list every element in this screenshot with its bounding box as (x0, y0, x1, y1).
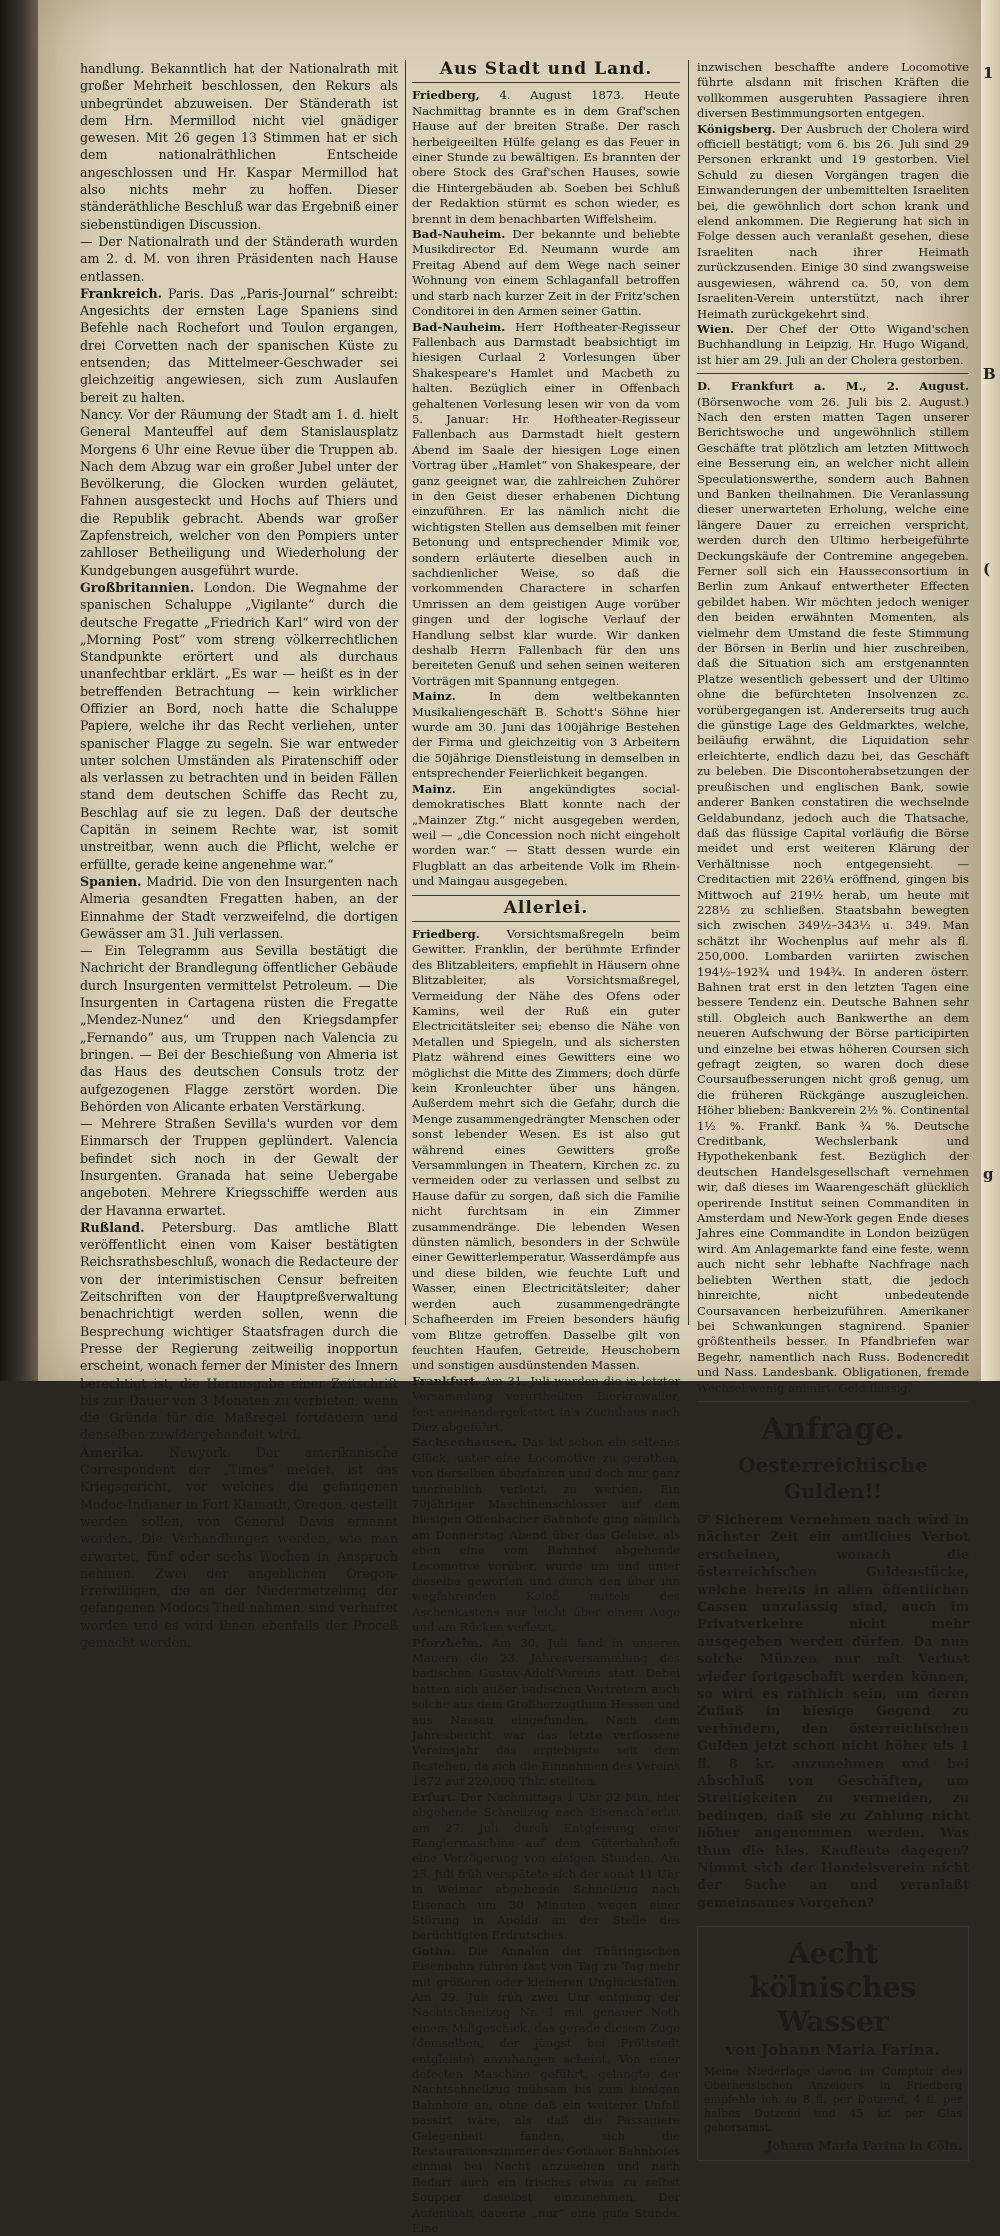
article-text: Vorsichtsmaßregeln beim Gewitter. Franklin, der berühmte Erfinder des Blitzableiters, empfiehlt in Häusern ohne Blitzableiter, als Vorsichtsmaßregel, Vermeidung der Nähe des Ofens oder Kamins, weil der Ruß ein guter Electricitätsleiter sei; ebenso die Nähe von Metallen und Spiegeln, und als sichersten Platz während eines Gewitters eine wo möglichst die Mitte des Zimmers; doch dürfe kein Kronleuchter über uns hängen. Außerdem mehrt sich die Gefahr, durch die Menge zusammengedrängter Menschen oder sonst lebender Wesen. Es ist also gut während eines Gewitters große Versammlungen in Theatern, Kirchen zc. zu vermeiden oder zu verlassen und selbst zu Hause dafür zu sorgen, daß sich die Familie nicht furchtsam in ein Zimmer zusammendränge. Die lebenden Wesen dünsten nämlich, besonders in der Schwüle einer Gewitterlemperatur, Wasserdämpfe aus und diese bilden, wie feuchte Luft und Wasser, einen Electricitätsleiter; daher werden auch zusammengedrängte Schafheerden im Freien besonders häufig vom Blitze getroffen. Dasselbe gilt von feuchten Haufen, Getreide, Heuschobern und sonstigen ausdünstenden Massen. (412, 926, 680, 1373)
article-text: Der Chef der Otto Wigand'schen Buchhandlung in Leipzig, Hr. Hugo Wigand, ist hier am 29. Juli an der Cholera gestorben. (697, 321, 969, 367)
column-divider-2 (688, 60, 689, 1325)
dateline: Sachsenhausen. (412, 1435, 517, 1450)
article-text: Der Ausbruch der Cholera wird officiell bestätigt; vom 6. bis 26. Juli sind 29 Personen erkrankt und 19 gestorben. Viel Schuld zu diesen Vorgängen tragen die Einwanderungen der unbemittelten Israeliten bei, die gewöhnlich dort schon krank und elend ankommen. Die Regierung hat sich in Folge dessen auch veranlaßt gesehen, diese Israeliten nach ihrer Heimath zurückzusenden. Einige 30 sind zwangsweise ausgewiesen, während ca. 50, von dem Israeliten-Verein unterstützt, nach ihrer Heimath zurückgekehrt sind. (697, 121, 970, 321)
edge-char-mid2: ( (983, 560, 991, 578)
article-text: Der Nachmittags 1 Uhr 32 Min. hier abgehende Schnellzug nach Eisenach erlitt am 27. Juli durch Entgleisung einer Rangiermaschine auf dem Güterbahnhofe eine Verzögerung von einigen Stunden. Am 25. Juli früh verspätete sich der sonst 11 Uhr in Weimar abgehende Schnellzug nach Eisenach um 30 Minuten wegen einer Störung in Apolda an der Stelle des berüchtigten Erdrutsches. (412, 1789, 680, 1943)
gotha-paragraph (412, 1944, 680, 2236)
koenigsberg-paragraph (697, 122, 969, 322)
russland-paragraph (80, 1219, 398, 1444)
section-title-allerlei: Allerlei. (503, 897, 589, 918)
anfrage-subheading: Oesterreichische Gulden!! (738, 1452, 928, 1503)
column-finance-ads (697, 60, 970, 2153)
grossbritannien-text: London. Die Wegnahme der spanischen Schaluppe „Vigilante“ durch die deutsche Fregatte „Friedrich Karl“ wird von der „Morning Post“ vom streng völkerrechtlichen Standpunkte erörtert und als durchaus unanfechtbar erklärt. „Es war — heißt es in der betreffenden Betrachtung — kein wirklicher Offizier an Bord, noch hatte die Schaluppe Papiere, welche ihr das Recht verliehen, unter spanischer Flagge zu segeln. Sie war entweder unter solchen Umständen als Piratenschiff oder als verlassen zu betrachten und in beiden Fällen stand dem deutschen Schiffe das Recht zu, Beschlag auf sie zu legen. Daß der deutsche Capitän in seinem Rechte war, ist somit unstreitbar, wenn auch die Pflicht, welche er erfüllte, gerade keine angenehme war.“ (80, 579, 398, 872)
anfrage-heading: Anfrage. (761, 1411, 905, 1447)
nauheim-paragraph-1 (412, 227, 680, 319)
edge-char-top: 1 (983, 64, 994, 82)
dateline: Bad-Nauheim. (412, 319, 506, 334)
boerse-dateline: D. Frankfurt a. M., 2. August. (697, 379, 969, 394)
farina-advertisement (697, 1926, 969, 2161)
grossbritannien-heading: Großbritannien. (80, 579, 195, 595)
anfrage-body (697, 1510, 969, 1912)
dateline: Gotha. (412, 1943, 455, 1958)
dateline: Friedberg. (412, 926, 480, 941)
sachsenhausen-paragraph (412, 1435, 680, 1635)
article-text: Am 30. Juli fand in unseren Mauern die 23. Jahresversammlung des badischen Gustav-Adolf-Vereins statt. Dabei hatten sich außer badischen Vertretern auch solche aus dem Großherzogthum Hessen und aus Nassau eingefunden. Nach dem Jahresbericht war das letzte verflossene Vereinsjahr das ergiebigste seit dem Bestehen, da sich die Einnahmen des Vereins 1872 auf 220,000 Thlr. stellten. (412, 1635, 680, 1789)
article-text: Ein angekündigtes social-demokratisches Blatt konnte nach der „Mainzer Ztg.“ nicht ausgegeben werden, weil — „die Concession noch nicht eingeholt worden war.“ — Statt dessen wurde ein Flugblatt an das arbeitende Volk im Rhein- und Maingau ausgegeben. (412, 781, 680, 889)
nauheim-paragraph-2 (412, 320, 680, 690)
column-local-news (412, 59, 680, 2236)
russland-text: Petersburg. Das amtliche Blatt veröffentlicht einen vom Kaiser bestätigten Reichsrathsbeschluß, wonach die Redacteure der von der interimistischen Censur befreiten Zeitschriften von der Hauptpreßverwaltung benachrichtigt werden sollen, wenn die Besprechung wichtiger Staatsfragen durch die Presse der Regierung zeitweilig inopportun erscheint, wonach ferner der Minister des Innern berechtigt ist, die Herausgabe einer Zeitschrift bis zur Dauer von 3 Monaten zu verbieten, wenn die Gründe für die Maßregel fortdauern und denselben zuwidergehandelt wird. (80, 1219, 398, 1443)
dateline: Friedberg, (412, 88, 480, 103)
spanien-text: Madrid. Die von den Insurgenten nach Almeria gesandten Fregatten haben, an der Einnahme der Stadt verzweifelnd, die dortigen Gewässer am 31. Juli verlassen. (80, 873, 398, 941)
schweiz-paragraph: handlung. Bekanntlich hat der Nationalrath mit großer Mehrheit beschlossen, den Rekurs als unbegründet abzuweisen. Der Ständerath ist dem Hrn. Mermillod nicht viel gnädiger gewesen. Mit 26 gegen 13 Stimmen hat er sich dem nationalräthlichen Entscheide angeschlossen und Hr. Kaspar Mermillod hat also nichts mehr zu hoffen. Dieser ständeräthliche Beschluß war das Ergebniß einer siebenstündigen Discussion. (80, 61, 398, 232)
article-text: Am 31. Juli wurden die in letzter Versammlung verurtheilten Bierkrawaller, fest aneinandergekettet in's Zuchthaus nach Diez abgeführt. (412, 1373, 680, 1434)
sevilla-paragraph: — Ein Telegramm aus Sevilla bestätigt die Nachricht der Brandlegung öffentlicher Gebäude durch Insurgenten vermittelst Petroleum. — Die Insurgenten in Cartagena rüsten die Fregatte „Mendez-Nunez“ und den Kriegsdampfer „Fernando“ aus, um Truppen nach Valencia zu bringen. — Bei der Beschießung von Almeria ist das Haus des deutschen Consuls trotz der aufgezogenen Flagge zerstört worden. Die Behörden von Alicante erbaten Verstärkung. (80, 943, 398, 1114)
article-text: Die Annalen der Thüringischen Eisenbahn führen fast von Tag zu Tag mehr mit größeren oder kleineren Unglücksfällen. Am 29. Juli früh zwei Uhr entgieng der Nachtschnellzug Nr. 1 mit genauer Noth einem Mißgeschick, das gerade diesem Zuge (demselben, der jüngst bei Fröttstedt entgleiste) anzuhangen scheint. Von einer defecten Maschine geführt, gelangte der Nachtschnellzug mühsam bis zum hiesigen Bahnhofe an, ohne daß ein weiterer Unfall passirt wäre, als daß die Passagiere Gelegenheit fanden, sich die Restaurationszimmer des Gothaer Bahnhofes einmal bei Nacht anzusehen und nach Bedarf auch ein frisches etwas zu selbst Soupper daselbst einzunehmen. Der Aufenthalt dauerte „nur“ eine gute Stunde. Eine (412, 1943, 680, 2236)
dateline: Frankfurt. (412, 1373, 480, 1388)
ad-signature: Johann Maria Farina in Cöln. (766, 2138, 962, 2153)
frankreich-heading: Frankreich. (80, 285, 163, 301)
column-politics (80, 60, 398, 1651)
gewitter-paragraph (412, 927, 680, 1374)
article-text: In dem weltbekannten Musikaliengeschäft B. Schott's Söhne hier wurde am 30. Juni das 100jährige Bestehen der Firma und gleichzeitig von 3 Arbeitern die 50jährige Dienstleistung in demselben in entsprechender Feierlichkeit begangen. (412, 689, 680, 781)
spanien-heading: Spanien. (80, 873, 142, 889)
dateline: Königsberg. (697, 121, 776, 136)
erfurt-paragraph (412, 1790, 680, 1944)
dateline: Pforzheim. (412, 1635, 483, 1650)
divider (697, 373, 969, 374)
edge-char-mid1: B (983, 365, 996, 383)
frankfurt-paragraph (412, 1374, 680, 1436)
frankreich-paragraph (80, 285, 398, 406)
ad-text: Meine Niederlage davon im Comptoir des Oberhessischen Anzeigers in Friedberg empfehle ich zu 8 fl. per Dutzend, 4 fl. per halbes Dutzend und 45 kr. per Glas gehorsamst. (704, 2064, 962, 2134)
article-text: Das ist schon ein seltenes Glück, unter eine Locomotive zu gerathen, von derselben überfahren und doch nur ganz unerheblich verletzt zu werden. Ein 70jähriger Maschinenschlosser auf dem hiesigen Offenbacher Bahnhofe ging nämlich am Donnerstag Abend über das Geleise, als eben eine vom Bahnhof abgehende Locomotive vorüber, wurde um und unter dieselbe geworfen und durch den über ihn wegfahrenden Koloß mittels des Aschenkastens nur leicht über einem Auge und am Rücken verletzt. (412, 1435, 680, 1635)
boerse-text: (Börsenwoche vom 26. Juli bis 2. August.) Nach den ersten matten Tagen unserer Berichtswoche und ungewöhnlich stillem Geschäfte trat plötzlich am letzten Mittwoch eine Besserung ein, an welcher nicht allein Speculationswerthe, sondern auch Bahnen und Banken theilnahmen. Die Veranlassung dieser unerwarteten Erholung, welche eine längere Dauer zu erreichen verspricht, werden durch den Ultimo herbeigeführte Deckungskäufe der Contremine angegeben. Ferner soll sich ein Hausseconsortium in Berlin zum Ankauf entwertheter Effecten gebildet haben. Wir möchten jedoch weniger den beiden erwähnten Momenten, als vielmehr dem Umstand die feste Stimmung der Börsen in Berlin und hier zuschreiben, daß die Situation sich am erstgenannten Platze wesentlich gebessert und der Ultimo ohne die befürchteten Insolvenzen zc. vorübergegangen ist. Andererseits trug auch die günstige Lage des Geldmarktes, welche, beiläufig erwähnt, die Liquidation sehr erleichterte, endlich dazu bei, das Geschäft zu beleben. Die Discontoherabsetzungen der preußischen und englischen Bank, sowie anderer Banken constatiren die wechselnde Geldabundanz, jedoch auch die Thatsache, daß das flüssige Capital vorläufig die Börse meidet und erst weiteren Klärung der Verhältnisse noch entgegensieht. — Creditactien mit 226¼ eröffnend, gingen bis Mittwoch auf 219½ herab, um heute mit 228½ zu schließen. Staatsbahn bewegten sich zwischen 349½–343½ u. 349. Man schätzt ihr Wochenplus auf mehr als fl. 250,000. Lombarden variirten zwischen 194½–192¾ und 194¾. In anderen österr. Bahnen trat erst in den letzten Tagen eine bessere Tendenz ein. Deutsche Bahnen sehr still. Obgleich auch Bankwerthe an dem neueren Aufschwung der Börse participirten und einzelne bei etwas höheren Coursen sich gefragt zeigten, so waren doch diese Coursaufbesserungen nicht groß genug, um die früheren Rückgänge auszugleichen. Höher blieben: Bankverein 2½ %. Continental 1½ %. Frankf. Bank ¾ %. Deutsche Creditbank, Wechslerbank und Hypothekenbank fest. Bezüglich der deutschen Handelsgesellschaft vernehmen wir, daß dieses im Waarengeschäft glücklich operirende Institut seinen Commanditen in Amsterdam und New-York gegen Ende dieses Jahres eine Commandite in London beizügen wird. Am Anlagemarkte fand eine feste, wenn auch nicht sehr lebhafte Nachfrage nach beliebten Werthen statt, die jedoch hinreichte, nicht unbedeutende Coursavancen herbeizuführen. Amerikaner bei Schwankungen stagnirend. Spanier größtentheils besser. In Pfandbriefen war Begehr, namentlich nach Russ. Bodencredit und Nass. Landesbank. Obligationen, fremde Wechsel wenig animirt. Geld flüssig. (697, 394, 969, 1395)
next-page-edge (981, 0, 1000, 1381)
article-text: Der bekannte und beliebte Musikdirector Ed. Neumann wurde am Freitag Abend auf dem Wege nach seiner Wohnung von einem Schlaganfall betroffen und starb nach kurzer Zeit in der Fritz'schen Conditorei in den Armen seiner Gattin. (412, 227, 680, 319)
wien-paragraph (697, 322, 969, 368)
article-text: 4. August 1873. Heute Nachmittag brannte es in dem Graf'schen Hause auf der breiten Straße. Der rasch herbeigeeilten Hülfe gelang es das Feuer in einer Stunde zu bewältigen. Es brannten der obere Stock des Graf'schen Hauses, sowie die Hintergebäuden ab. Soeben bei Schluß der Redaktion stürmt es schon wieder, es brennt in dem benachbarten Wiffelsheim. (412, 88, 680, 226)
dateline: Wien. (697, 321, 735, 336)
mainz-paragraph-2 (412, 782, 680, 890)
boerse-paragraph (697, 379, 969, 1396)
pforzheim-paragraph (412, 1636, 680, 1790)
ad-byline: von Johann Maria Farina. (726, 2041, 940, 2060)
dateline: Erfurt. (412, 1789, 456, 1804)
section-title-stadt-land: Aus Stadt und Land. (439, 59, 653, 79)
pointing-hand-icon: ☞ (697, 1508, 712, 1528)
amerika-heading: Amerika. (80, 1444, 144, 1460)
edge-char-mid3: g (983, 1165, 994, 1183)
frankreich-text: Paris. Das „Paris-Journal“ schreibt: Angesichts der ernsten Lage Spaniens sind Befehle nach Rochefort und Toulon ergangen, drei Corvetten nach der spanischen Küste zu entsenden; das Mittelmeer-Geschwader sei gleichzeitig angewiesen, sich zum Auslaufen bereit zu halten. (80, 285, 398, 405)
gotha-continued-paragraph: inzwischen beschaffte andere Locomotive führte alsdann mit frischen Kräften die vollkommen ausgeruhten Passagiere ihren diversen Bestimmungsorten entgegen. (697, 60, 969, 121)
divider (412, 921, 680, 922)
amerika-text: Newyork. Der amerikanische Correspondent der „Times“ meldet, ist das Kriegsgericht, vor welches die gefangenen Modoc-Indianer in Fort Klamath, Oregon, gestellt werden sollen, von General Davis ernannt worden. Die Verhandlungen werden, wie man erwartet, fünf oder sechs Wochen in Anspruch nehmen. Zwei der angeblichen Oregon-Freiwilligen, die an der Niedermetzelung der gefangenen Modocs Theil nahmen, sind verhaftet worden und es wird ihnen ebenfalls der Proceß gemacht werden. (80, 1444, 398, 1651)
amerika-paragraph (80, 1444, 398, 1652)
dateline: Mainz. (412, 781, 456, 796)
russland-heading: Rußland. (80, 1219, 145, 1235)
dateline: Mainz. (412, 689, 456, 704)
dateline: Bad-Nauheim. (412, 227, 506, 242)
divider (412, 895, 680, 896)
anfrage-text: Sicherem Vernehmen nach wird in nächster Zeit ein amtliches Verbot erscheinen, wonach die österreichischen Guldenstücke, welche bereits in allen öffentlichen Cassen unzulässig sind, auch im Privatverkehre nicht mehr ausgegeben werden dürfen. Da nun solche Münzen nur mit Verlust wieder fortgeschafft werden können, so wird es räthlich sein, um deren Zufluß in hiesige Gegend zu verhindern, den österreichischen Gulden jetzt schon nicht höher als 1 fl. 8 kr. anzunehmen und bei Abschluß von Geschäften, um Streitigkeiten zu vermeiden, zu bedingen, daß sie zu Zahlung nicht höher angenommen werden. Was thun die hies. Kaufleute dagegen? Nimmt sich der Handelsverein nicht der Sache an und veranlaßt gemeinsames Vorgehen? (697, 1512, 969, 1911)
article-text: Herr Hoftheater-Regisseur Fallenbach aus Darmstadt beabsichtigt im hiesigen Curlaal 2 Vorlesungen über Shakespeare's Hamlet und Macbeth zu halten. Bezüglich einer in Offenbach gehaltenen Vorlesung lesen wir von da vom 5. Januar: Hr. Hoftheater-Regisseur Fallenbach aus Darmstadt hielt gestern Abend im Saale der hiesigen Loge einen Vortrag über „Hamlet“ von Shakespeare, der ganz geeignet war, die zahlreichen Zuhörer in den Geist dieser erhabenen Dichtung einzuführen. Er las nämlich nicht die wichtigsten Stellen aus demselben mit feiner Betonung und entsprechender Mimik vor, sondern erläuterte dieselben auch in sachdienlicher Weise, so daß die vorkommenden Charactere in scharfen Umrissen an dem geistigen Auge vorüber gingen und der logische Verlauf der Handlung selbst klar wurde. Wir danken deshalb Herrn Fallenbach für den uns bereiteten Genuß und sehen seinen weiteren Vorträgen mit Spannung entgegen. (412, 319, 680, 688)
spanien-paragraph (80, 873, 398, 942)
grossbritannien-paragraph (80, 579, 398, 873)
ad-title: Aecht kölnisches Wasser (749, 1937, 917, 2039)
nancy-paragraph: Nancy. Vor der Räumung der Stadt am 1. d. hielt General Manteuffel auf dem Stanislausplatz Morgens 6 Uhr eine Revue über die Truppen ab. Nach dem Abzug war ein großer Jubel unter der Bevölkerung, die Glocken wurden geläutet, Fahnen ausgesteckt und Hochs auf Thiers und die Republik gebracht. Abends war großer Zapfenstreich, welcher von den Pompiers unter zahlloser Betheiligung und Wiederholung der Kundgebungen ausgeführt wurde. (80, 406, 398, 578)
column-divider-1 (405, 60, 406, 1325)
divider (697, 1401, 969, 1402)
nationalrath-paragraph: — Der Nationalrath und der Ständerath wurden am 2. d. M. von ihren Präsidenten nach Hause entlassen. (80, 233, 398, 284)
sevilla-streets-paragraph: — Mehrere Straßen Sevilla's wurden vor dem Einmarsch der Truppen geplündert. Valencia befindet sich noch in der Gewalt der Insurgenten. Granada hat seine Uebergabe angeboten. Mehrere Kriegsschiffe werden aus der Havanna erwartet. (80, 1116, 398, 1218)
divider (412, 82, 680, 83)
friedberg-fire-paragraph (412, 88, 680, 227)
book-binding (0, 0, 38, 1381)
mainz-paragraph-1 (412, 689, 680, 781)
